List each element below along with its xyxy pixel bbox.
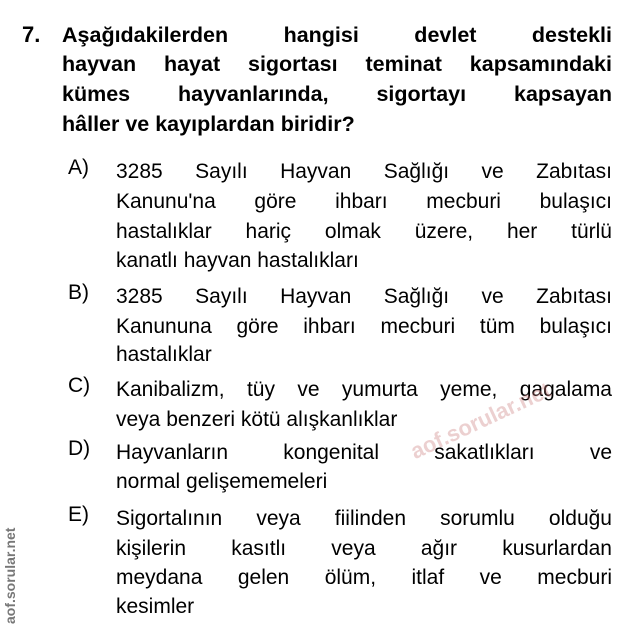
option-label: C) — [68, 374, 91, 397]
side-watermark: aof.sorular.net — [2, 527, 18, 624]
question-number: 7. — [22, 22, 41, 47]
option-label: E) — [68, 503, 89, 526]
option-text-line: hastalıklar hariç olmak üzere, her türlü — [116, 220, 612, 243]
option-text-line: Kanununa göre ihbarı mecburi tüm bulaşıcı — [116, 315, 612, 338]
option-text-line: veya benzeri kötü alışkanlıklar — [116, 408, 398, 431]
watermark: aof.sorular.net — [406, 377, 555, 464]
question-line: kümes hayvanlarında, sigortayı kapsayan — [62, 82, 612, 106]
option-text-line: Hayvanların kongenital sakatlıkları ve — [116, 441, 612, 464]
option-text-line: kesimler — [116, 595, 195, 618]
option-text-line: hastalıklar — [116, 343, 212, 366]
option-text-line: kanatlı hayvan hastalıkları — [116, 249, 359, 272]
option-text-line: 3285 Sayılı Hayvan Sağlığı ve Zabıtası — [116, 285, 612, 308]
question-line: Aşağıdakilerden hangisi devlet destekli — [62, 23, 612, 47]
question-line: hâller ve kayıplardan biridir? — [62, 112, 355, 136]
option-text-line: Sigortalının veya fiilinden sorumlu olduğu — [116, 507, 612, 530]
option-text-line: Kanunu'na göre ihbarı mecburi bulaşıcı — [116, 190, 612, 213]
question-line: hayvan hayat sigortası teminat kapsamındaki — [62, 52, 612, 76]
option-text-line: normal gelişememeleri — [116, 470, 328, 493]
option-label: B) — [68, 281, 89, 304]
option-text-line: 3285 Sayılı Hayvan Sağlığı ve Zabıtası — [116, 160, 612, 183]
option-text-line: kişilerin kasıtlı veya ağır kusurlardan — [116, 537, 612, 560]
option-text-line: meydana gelen ölüm, itlaf ve mecburi — [116, 566, 612, 589]
option-label: D) — [68, 437, 91, 460]
option-text-line: Kanibalizm, tüy ve yumurta yeme, gagalama — [116, 378, 612, 401]
option-label: A) — [68, 156, 89, 179]
